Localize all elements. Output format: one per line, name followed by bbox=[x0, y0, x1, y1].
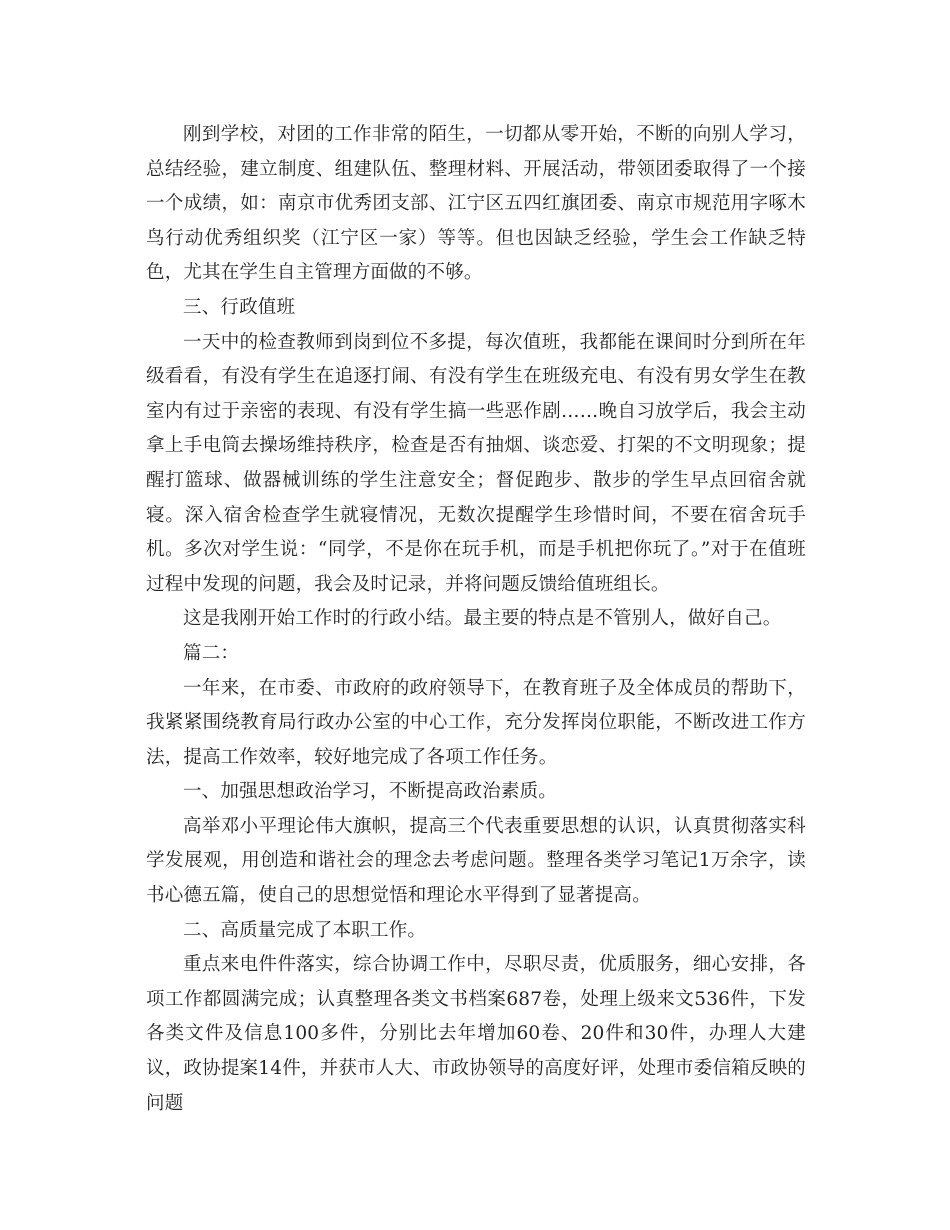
paragraph-duty-details: 一天中的检查教师到岗到位不多提，每次值班，我都能在课间时分到所在年级看看，有没有学生在追逐打闹、有没有学生在班级充电、有没有男女学生在教室内有过于亲密的表现、有没有学生搞一些恶作剧……晚自习放学后，我会主动拿上手电筒去操场维持秩序，检查是否有抽烟、谈恋爱、打架的不文明现象；提醒打篮球、做器械训练的学生注意安全；督促跑步、散步的学生早点回宿舍就寝。深入宿舍检查学生就寝情况，无数次提醒学生珍惜时间，不要在宿舍玩手机。多次对学生说：“同学，不是你在玩手机，而是手机把你玩了。”对于在值班过程中发现的问题，我会及时记录，并将问题反馈给值班组长。 bbox=[146, 331, 806, 595]
paragraph-political-study: 高举邓小平理论伟大旗帜，提高三个代表重要思想的认识，认真贯彻落实科学发展观，用创造和谐社会的理念去考虑问题。整理各类学习笔记1万余字，读书心德五篇，使自己的思想觉悟和理论水平得到了显著提高。 bbox=[146, 815, 806, 907]
heading-admin-duty: 三、行政值班 bbox=[183, 296, 296, 318]
paragraph-league-work: 刚到学校，对团的工作非常的陌生，一切都从零开始，不断的向别人学习，总结经验，建立制度、组建队伍、整理材料、开展活动，带领团委取得了一个接一个成绩，如：南京市优秀团支部、江宁区五四红旗团委、南京市规范用字啄木鸟行动优秀组织奖（江宁区一家）等等。但也因缺乏经验，学生会工作缺乏特色，尤其在学生自主管理方面做的不够。 bbox=[146, 124, 806, 284]
paragraph-duty-completion: 重点来电件件落实，综合协调工作中，尽职尽责，优质服务，细心安排，各项工作都圆满完成；认真整理各类文书档案687卷，处理上级来文536件，下发各类文件及信息100多件，分别比去年增加60卷、20件和30件，办理人大建议，政协提案14件，并获市人大、市政协领导的高度好评，处理市委信箱反映的问题 bbox=[146, 954, 806, 1114]
paragraph-summary: 这是我刚开始工作时的行政小结。最主要的特点是不管别人，做好自己。 bbox=[183, 608, 782, 630]
heading-part-two: 篇二： bbox=[183, 642, 240, 664]
heading-duty-completion: 二、高质量完成了本职工作。 bbox=[183, 919, 427, 941]
document-body bbox=[146, 118, 806, 1121]
paragraph-year-overview: 一年来，在市委、市政府的政府领导下，在教育班子及全体成员的帮助下，我紧紧围绕教育局行政办公室的中心工作，充分发挥岗位职能，不断改进工作方法，提高工作效率，较好地完成了各项工作任务。 bbox=[146, 677, 806, 768]
heading-political-study: 一、加强思想政治学习，不断提高政治素质。 bbox=[183, 781, 558, 803]
